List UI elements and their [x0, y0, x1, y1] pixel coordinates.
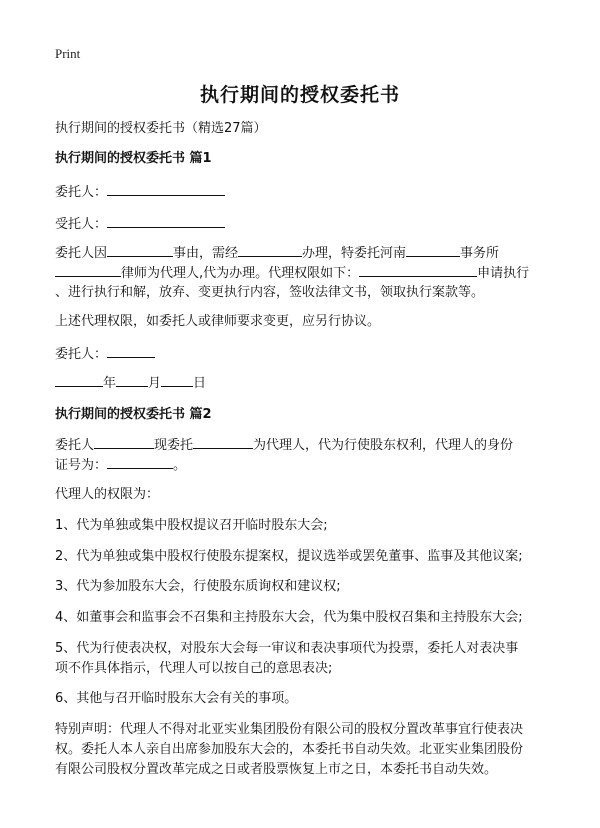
- section-heading-2: 执行期间的授权委托书 篇2: [55, 407, 212, 422]
- agent-line: [55, 213, 555, 236]
- text-fragment: 证号为：: [55, 458, 108, 473]
- text-fragment: 现委托: [154, 438, 194, 453]
- sign-blank[interactable]: [107, 343, 155, 358]
- month-blank[interactable]: [116, 372, 148, 387]
- paragraph-line: 上述代理权限，如委托人或律师要求变更，应另行协议。: [55, 314, 381, 329]
- list-item: 2、代为单独或集中股权行使股东提案权，提议选举或罢免董事、监事及其他议案;: [55, 549, 523, 564]
- lawyer-blank[interactable]: [55, 262, 121, 277]
- principal-label: 委托人：: [55, 185, 108, 200]
- principal-line: [55, 181, 555, 204]
- list-item: 项不作具体指示，代理人可以按自己的意思表决;: [55, 661, 333, 676]
- year-label: 年: [103, 376, 117, 391]
- year-blank[interactable]: [55, 372, 103, 387]
- authority-blank[interactable]: [359, 262, 477, 277]
- notice-line: 有限公司股权分置改革完成之日或者股票恢复上市之日，本委托书自动失效。: [55, 762, 498, 777]
- notice-line: 特别声明：代理人不得对北亚实业集团股份有限公司的股权分置改革事宜行使表决: [55, 722, 524, 737]
- text-fragment: 。: [173, 458, 187, 473]
- agent-blank[interactable]: [107, 213, 225, 228]
- id-number-blank[interactable]: [107, 454, 173, 469]
- principal-name-blank[interactable]: [94, 434, 154, 449]
- paragraph-line: [55, 454, 555, 477]
- sign-label: 委托人：: [55, 347, 108, 362]
- month-label: 月: [148, 376, 162, 391]
- text-fragment: 律师为代理人,代为办理。代理权限如下：: [121, 266, 360, 281]
- section-heading-1: 执行期间的授权委托书 篇1: [55, 151, 212, 166]
- document-subtitle: 执行期间的授权委托书（精选27篇）: [55, 121, 267, 136]
- agent-label: 受托人：: [55, 217, 108, 232]
- list-item: 5、代为行使表决权，对股东大会每一审议和表决事项代为投票，委托人对表决事: [55, 641, 519, 656]
- day-label: 日: [193, 376, 207, 391]
- text-fragment: 申请执行: [477, 266, 530, 281]
- list-item: 1、代为单独或集中股权提议召开临时股东大会;: [55, 518, 328, 533]
- paragraph-line: 、进行执行和解，放弃、变更执行内容，签收法律文书，领取执行案款等。: [55, 285, 485, 300]
- text-fragment: 事由，需经: [173, 246, 239, 261]
- text-fragment: 委托人: [55, 438, 95, 453]
- handler-blank[interactable]: [238, 242, 302, 257]
- text-fragment: 事务所: [460, 246, 500, 261]
- notice-line: 权。委托人本人亲自出席参加股东大会的，本委托书自动失效。北亚实业集团股份: [55, 742, 524, 757]
- list-item: 4、如董事会和监事会不召集和主持股东大会，代为集中股权召集和主持股东大会;: [55, 610, 523, 625]
- reason-blank[interactable]: [107, 242, 173, 257]
- paragraph-line: 代理人的权限为：: [55, 487, 160, 502]
- list-item: 3、代为参加股东大会，行使股东质询权和建议权;: [55, 579, 341, 594]
- day-blank[interactable]: [161, 372, 193, 387]
- date-line: [55, 372, 555, 395]
- text-fragment: 为代理人，代为行使股东权利，代理人的身份: [253, 438, 514, 453]
- agent-name-blank[interactable]: [193, 434, 253, 449]
- list-item: 6、其他与召开临时股东大会有关的事项。: [55, 691, 298, 706]
- sign-line: [55, 343, 555, 366]
- text-fragment: 委托人因: [55, 246, 108, 261]
- firm-blank[interactable]: [406, 242, 460, 257]
- text-fragment: 办理，特委托河南: [302, 246, 407, 261]
- document-title: 执行期间的授权委托书: [199, 84, 400, 106]
- principal-blank[interactable]: [107, 181, 225, 196]
- print-link[interactable]: Print: [55, 46, 81, 61]
